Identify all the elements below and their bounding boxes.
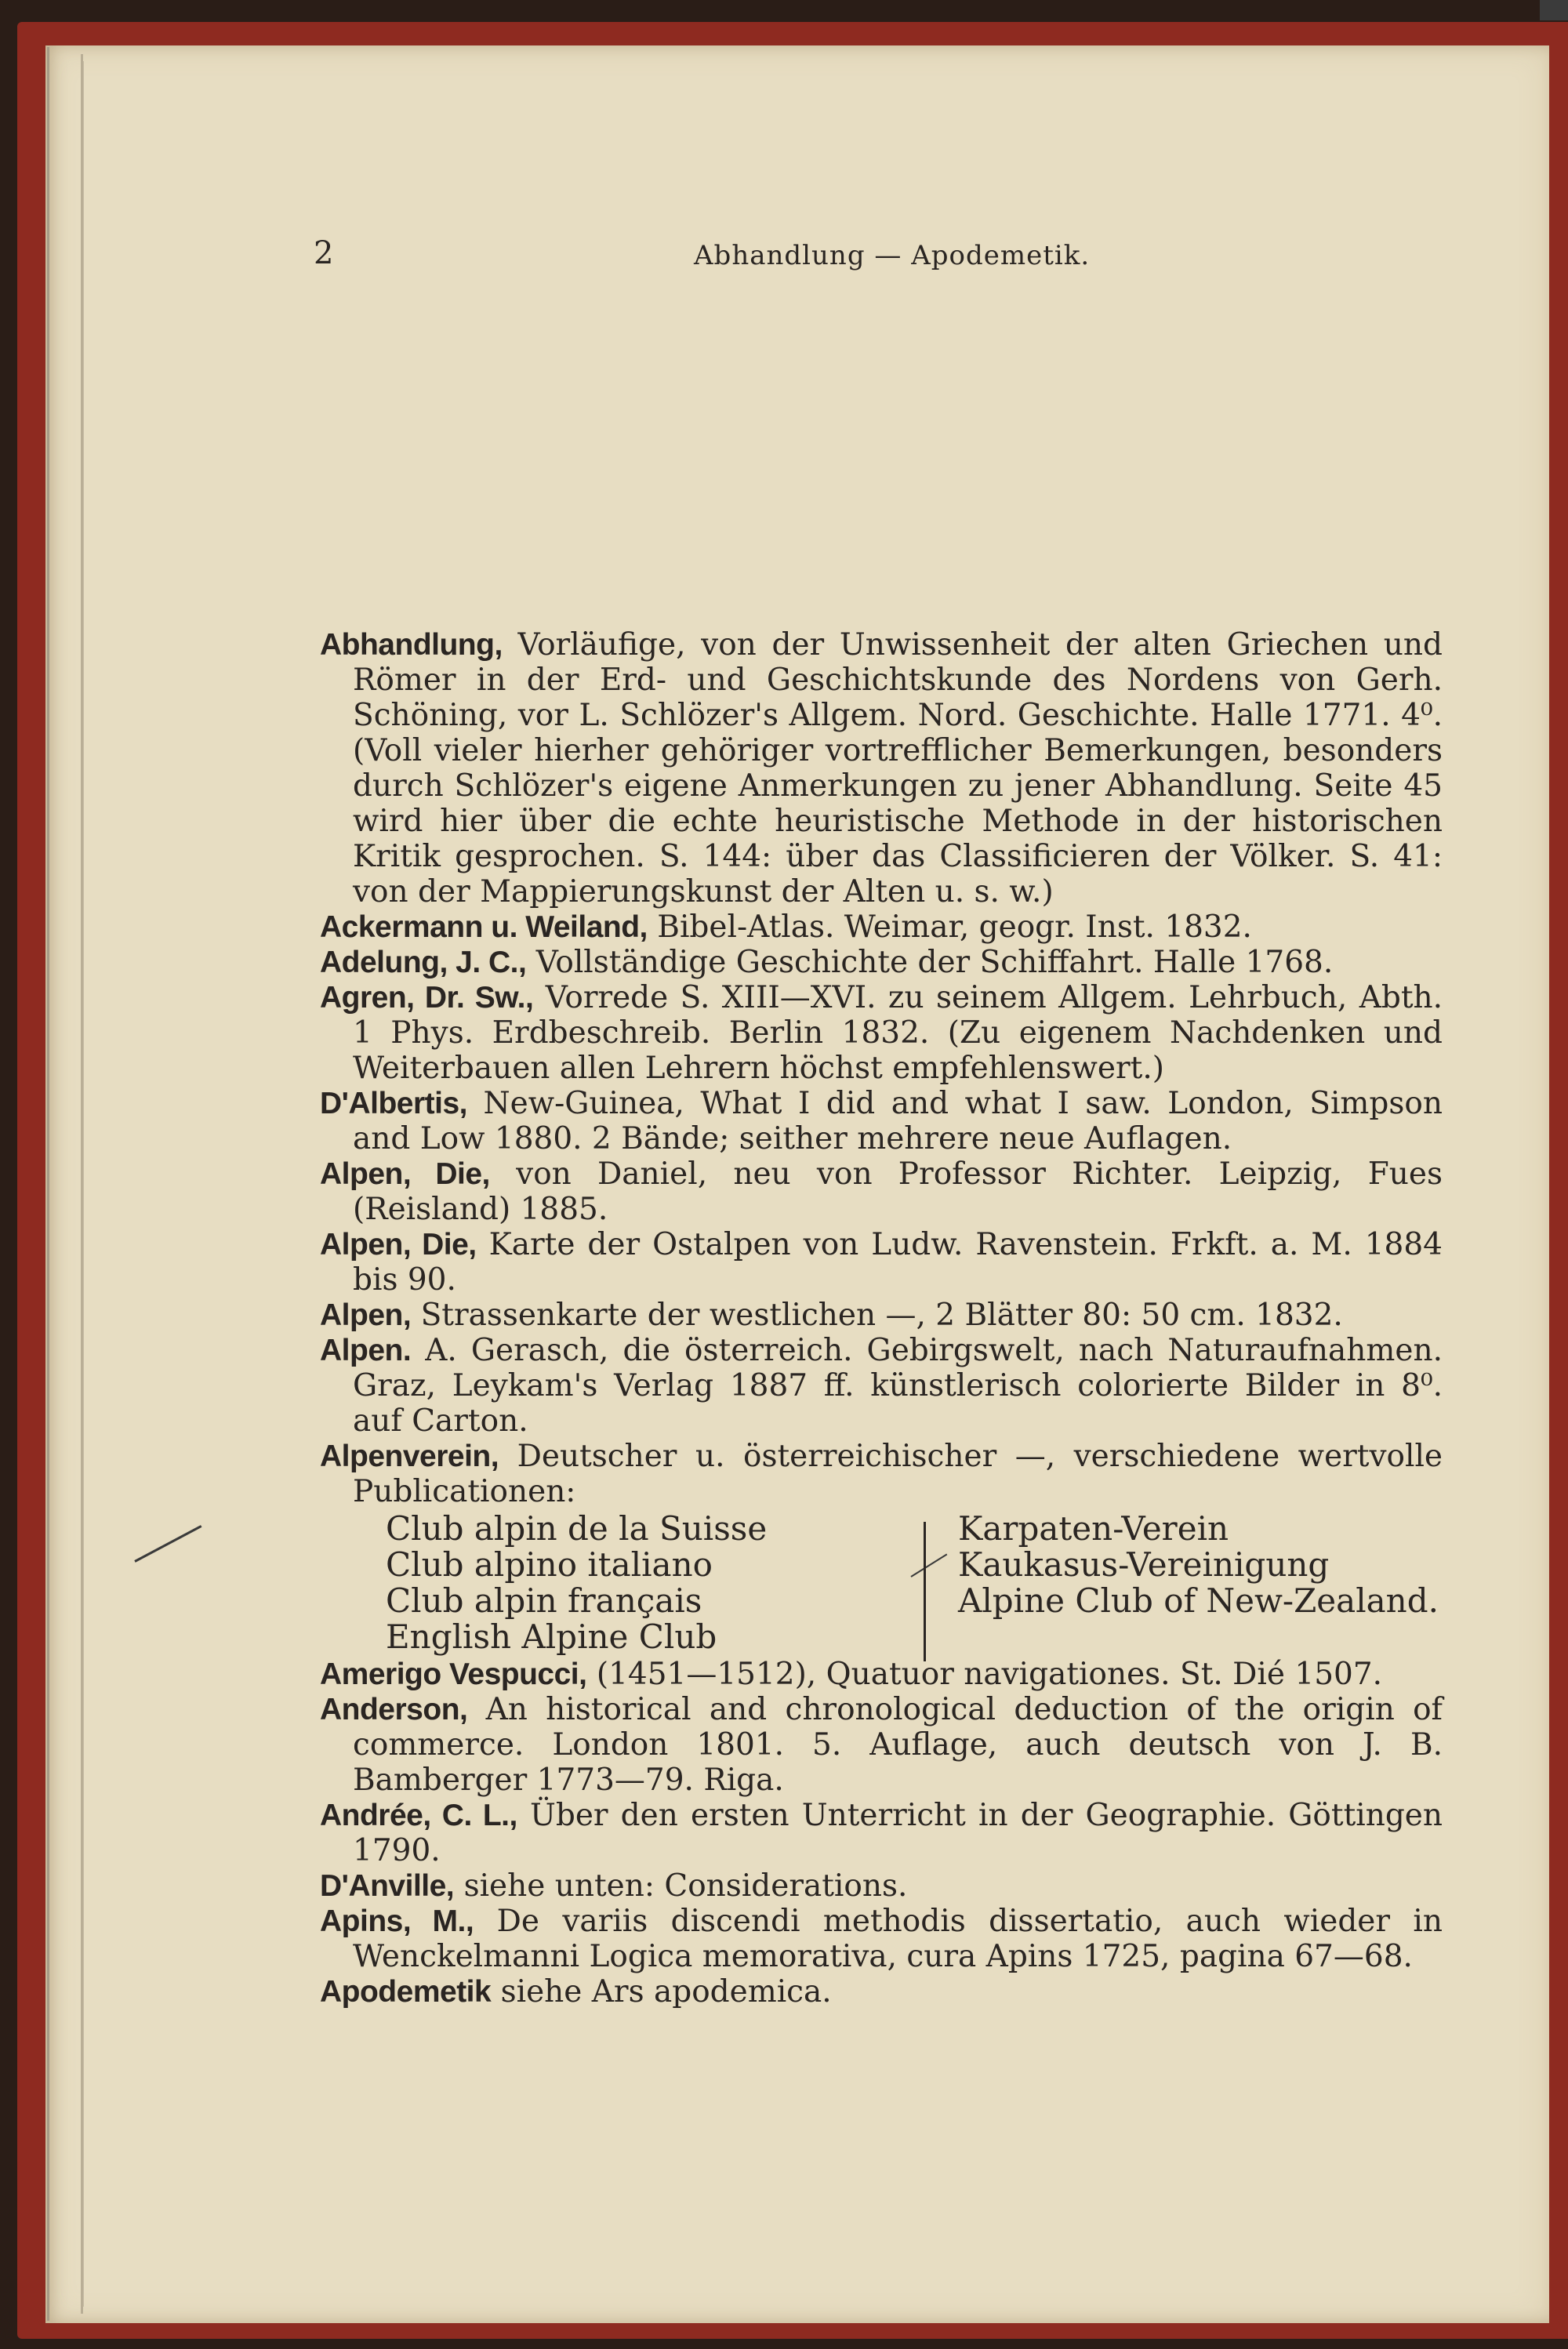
- entry: [320, 627, 1443, 909]
- page-number: 2: [314, 235, 334, 271]
- entry-text: Vorrede S. XIII—XVI. zu seinem Allgem. Lehrbuch, Abth. 1 Phys. Erdbeschreib. Berlin 1832. (Zu eigenem Nachdenken und Weiterbauen allen Lehrern höchst empfehlenswert.): [353, 980, 1443, 1086]
- entry-head: Andrée, C. L.,: [320, 1799, 517, 1832]
- entry-text: Strassenkarte der westlichen —, 2 Blätter 80: 50 cm. 1832.: [420, 1298, 1343, 1333]
- entry: [320, 1974, 1443, 2010]
- entry-head: Adelung, J. C.,: [320, 946, 527, 979]
- scan-corner: [1540, 0, 1568, 20]
- entry-text: New-Guinea, What I did and what I saw. London, Simpson and Low 1880. 2 Bände; seither mehrere neue Auflagen.: [353, 1086, 1443, 1156]
- publication-item: English Alpine Club: [386, 1617, 717, 1656]
- publication-item: Club alpin de la Suisse: [386, 1509, 768, 1548]
- entry: [320, 1692, 1443, 1798]
- entry-head: D'Anville,: [320, 1869, 455, 1903]
- publication-item: Alpine Club of New-Zealand.: [958, 1581, 1439, 1620]
- entry: [320, 1904, 1443, 1974]
- entry-text: Über den ersten Unterricht in der Geographie. Göttingen 1790.: [353, 1798, 1443, 1868]
- entry: [320, 1798, 1443, 1868]
- entry-text: siehe unten: Considerations.: [463, 1868, 908, 1904]
- entry: [320, 980, 1443, 1086]
- entry-head: Agren, Dr. Sw.,: [320, 981, 534, 1015]
- entry: [320, 909, 1443, 945]
- entry-text: A. Gerasch, die österreich. Gebirgswelt, nach Naturaufnahmen. Graz, Leykam's Verlag 1887 ff. künstlerisch colorierte Bilder in 8⁰. auf Carton.: [353, 1333, 1443, 1439]
- publications-right-column: [958, 1511, 1444, 1619]
- publications-left-column: [386, 1511, 872, 1655]
- publication-item: Karpaten-Verein: [958, 1509, 1229, 1548]
- entry-head: Amerigo Vespucci,: [320, 1657, 587, 1691]
- page-edge-lines: [47, 47, 81, 2321]
- publication-item: Kaukasus-Vereinigung: [958, 1545, 1330, 1584]
- entry: [320, 1156, 1443, 1227]
- entry: [320, 1086, 1443, 1156]
- entry-head: Abhandlung,: [320, 628, 503, 662]
- bibliography-entries: [320, 627, 1443, 2010]
- entry-text: Deutscher u. österreichischer —, verschiedene wertvolle Publicationen:: [353, 1439, 1443, 1509]
- entry-head: Ackermann u. Weiland,: [320, 910, 648, 944]
- entry-head: Alpen,: [320, 1298, 412, 1332]
- entry-text: von Daniel, neu von Professor Richter. Leipzig, Fues (Reisland) 1885.: [353, 1156, 1443, 1227]
- entry-text: Vorläufige, von der Unwissenheit der alten Griechen und Römer in der Erd- und Geschichtskunde des Nordens von Gerh. Schöning, vor L. Schlözer's Allgem. Nord. Geschichte. Halle 1771. 4⁰. (Voll vieler hierher gehöriger vortrefflicher Bemerkungen, besonders durch Schlözer's eigene Anmerkungen zu jener Abhandlung. Seite 45 wird hier über die echte heuristische Methode in der historischen Kritik gesprochen. S. 144: über das Classificieren der Völker. S. 41: von der Mappierungskunst der Alten u. s. w.): [353, 627, 1443, 909]
- page-header: [314, 235, 1568, 274]
- entry: [320, 1657, 1443, 1692]
- entry-head: Alpen, Die,: [320, 1157, 490, 1191]
- entry: [320, 945, 1443, 980]
- entry-text: An historical and chronological deduction of the origin of commerce. London 1801. 5. Auflage, auch deutsch von J. B. Bamberger 1773—79. Riga.: [353, 1692, 1443, 1798]
- entry: [320, 1298, 1443, 1333]
- entry-text: Karte der Ostalpen von Ludw. Ravenstein. Frkft. a. M. 1884 bis 90.: [353, 1227, 1443, 1298]
- publication-item: Club alpin français: [386, 1581, 702, 1620]
- entry: [320, 1439, 1443, 1509]
- entry-head: Alpen.: [320, 1334, 412, 1367]
- entry: [320, 1868, 1443, 1904]
- running-title: Abhandlung — Apodemetik.: [694, 240, 1091, 271]
- entry-head: D'Albertis,: [320, 1087, 467, 1120]
- publication-item: Club alpino italiano: [386, 1545, 713, 1584]
- entry-head: Apodemetik: [320, 1975, 492, 2009]
- column-divider: [924, 1522, 926, 1661]
- entry-head: Alpenverein,: [320, 1440, 499, 1473]
- entry-head: Apins, M.,: [320, 1904, 474, 1938]
- entry-head: Alpen, Die,: [320, 1228, 477, 1262]
- entry: [320, 1333, 1443, 1439]
- entry: [320, 1227, 1443, 1298]
- entry-text: (1451—1512), Quatuor navigationes. St. Dié 1507.: [596, 1657, 1383, 1692]
- publications-list: [386, 1509, 1439, 1657]
- entry-head: Anderson,: [320, 1693, 468, 1726]
- entry-text: Vollständige Geschichte der Schiffahrt. Halle 1768.: [535, 945, 1334, 980]
- entry-text: Bibel-Atlas. Weimar, geogr. Inst. 1832.: [657, 909, 1252, 945]
- entry-text: siehe Ars apodemica.: [500, 1974, 832, 2010]
- entry-text: De variis discendi methodis dissertatio, auch wieder in Wenckelmanni Logica memorativa, cura Apins 1725, pagina 67—68.: [353, 1904, 1443, 1974]
